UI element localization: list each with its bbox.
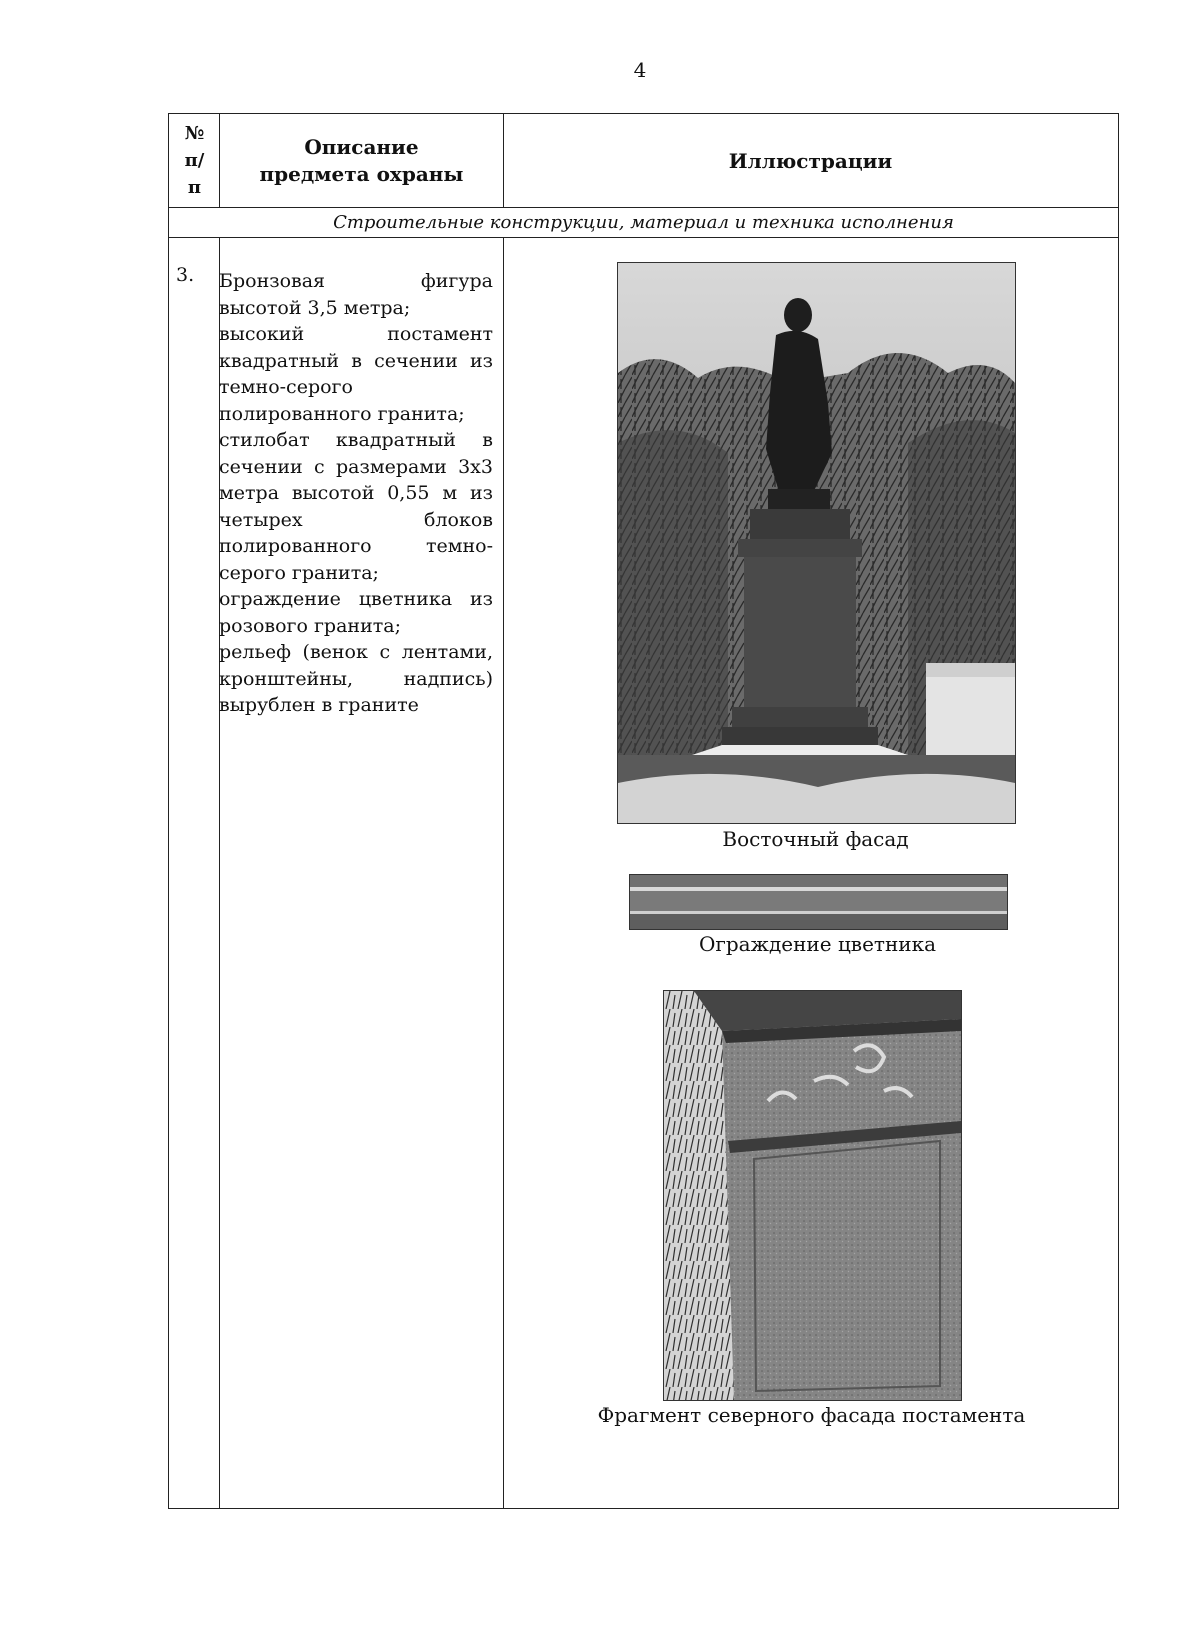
- description-line: квадратный в сечении из: [219, 349, 493, 372]
- header-number-line: п: [187, 177, 202, 198]
- header-number-line: №: [184, 123, 205, 144]
- description-line: высокий постамент: [219, 323, 493, 345]
- pedestal-north-facade-image: [664, 991, 961, 1400]
- flowerbed-fence-image: [630, 875, 1007, 929]
- caption-flowerbed-fence: Ограждение цветника: [698, 932, 937, 956]
- description-line: темно-серого: [219, 376, 353, 398]
- description-line: розового гранита;: [219, 614, 401, 637]
- description-line: вырублен в граните: [219, 694, 419, 716]
- caption-east-facade: Восточный фасад: [722, 827, 909, 851]
- section-title: Строительные конструкции, материал и техника исполнения: [333, 212, 954, 233]
- row-number: 3.: [176, 264, 195, 286]
- description-line: сечении с размерами 3х3: [219, 455, 493, 478]
- description-line: Бронзовая фигура: [219, 270, 493, 292]
- column-divider: [503, 238, 504, 1508]
- monument-east-facade-photo: [617, 262, 1016, 824]
- description-line: рельеф (венок с лентами,: [219, 641, 493, 663]
- description-line: полированного гранита;: [219, 402, 465, 425]
- monument-east-facade-image: [618, 263, 1015, 823]
- description-line: метра высотой 0,55 м из: [219, 482, 493, 504]
- flowerbed-fence-photo: [629, 874, 1008, 930]
- heritage-table: [168, 113, 1119, 1509]
- pedestal-north-facade-photo: [663, 990, 962, 1401]
- description-line: четырех блоков: [219, 508, 493, 531]
- header-description-text: Описание предмета охраны: [259, 134, 464, 186]
- section-divider: [169, 237, 1118, 238]
- header-illustrations: Иллюстрации: [728, 148, 893, 173]
- page-number: 4: [633, 58, 647, 82]
- header-number-line: п/: [184, 150, 205, 171]
- description-line: ограждение цветника из: [219, 588, 493, 610]
- row-description: [219, 268, 493, 719]
- header-description: [220, 114, 503, 207]
- caption-pedestal-north-facade: Фрагмент северного фасада постамента: [597, 1403, 1026, 1427]
- header-number: [169, 114, 220, 207]
- description-line: серого гранита;: [219, 561, 379, 584]
- description-line: стилобат квадратный в: [219, 429, 493, 451]
- description-line: высотой 3,5 метра;: [219, 296, 411, 319]
- description-line: полированного темно-: [219, 535, 493, 557]
- description-line: кронштейны, надпись): [219, 667, 493, 690]
